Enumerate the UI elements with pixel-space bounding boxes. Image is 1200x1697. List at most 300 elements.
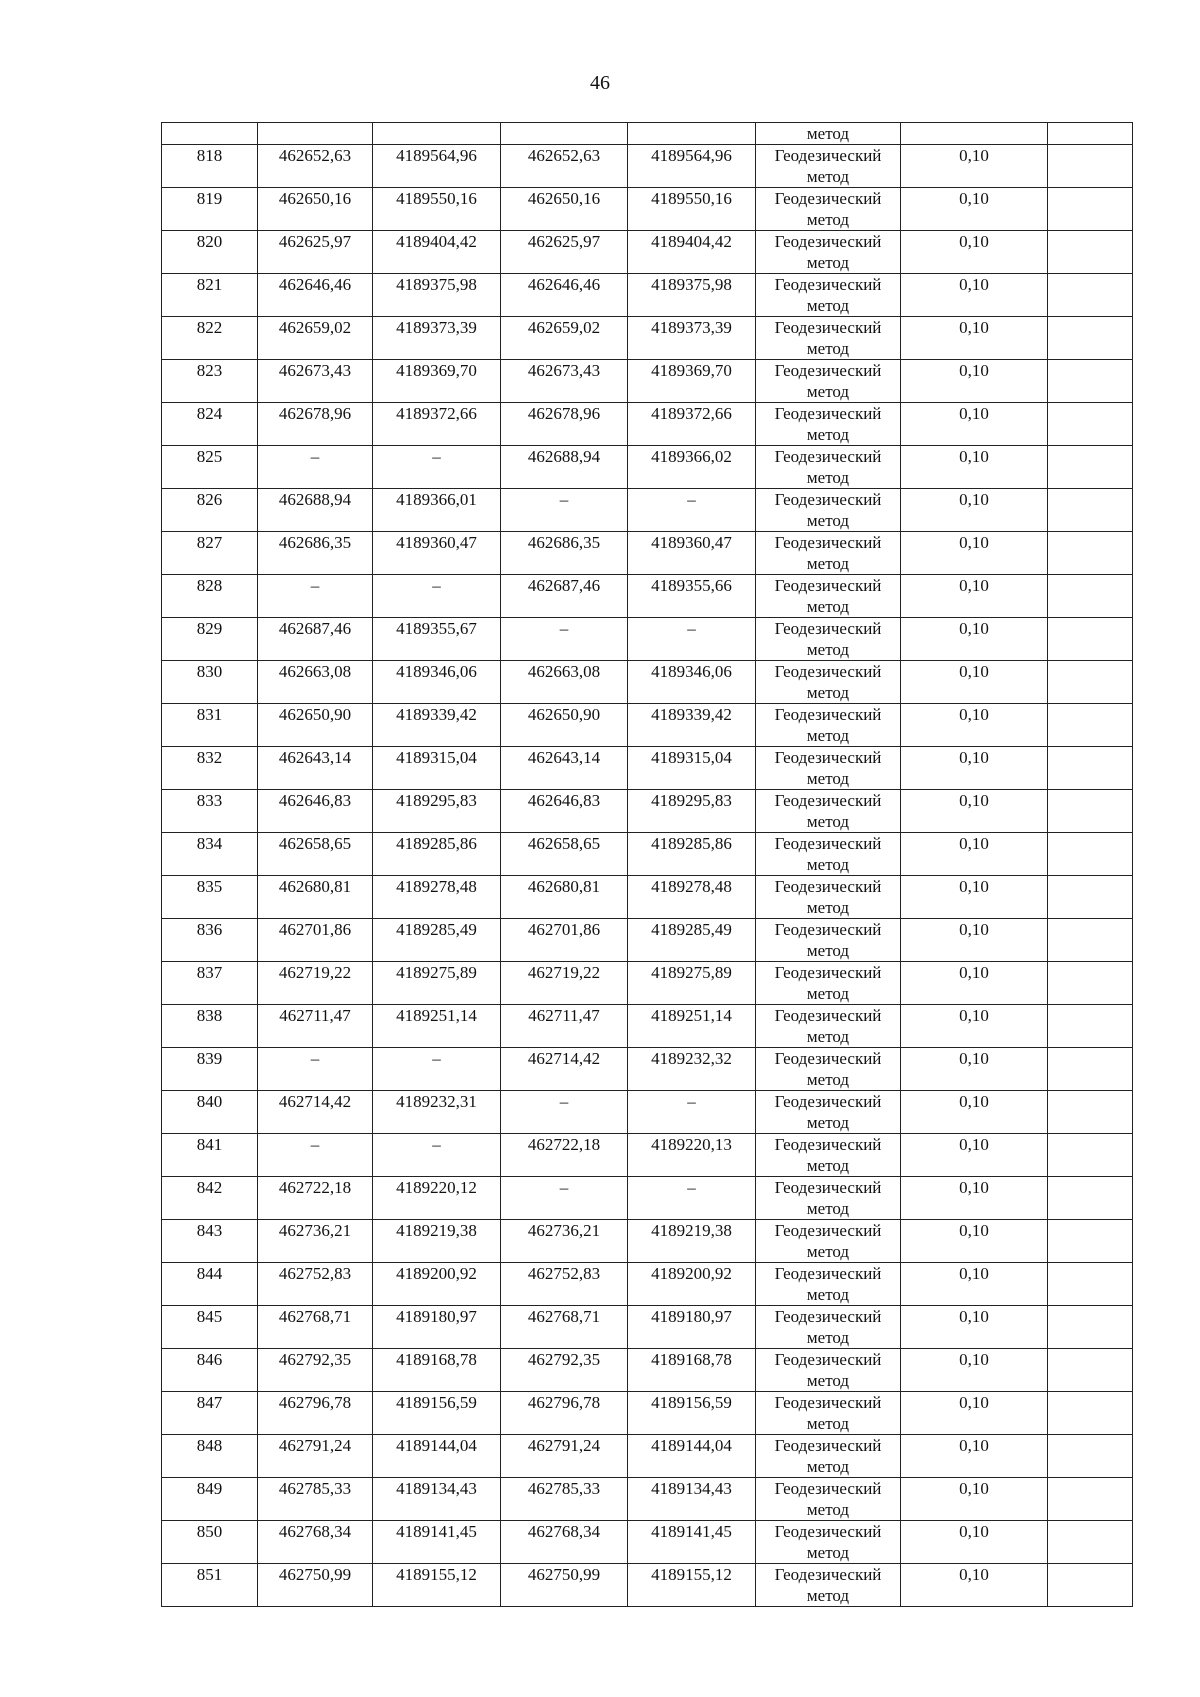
method-line-1: Геодезический (774, 490, 882, 509)
cell-existing-x: 462791,24 (258, 1435, 373, 1478)
cell-method (756, 1220, 901, 1263)
cell-existing-y: 4189295,83 (373, 790, 501, 833)
table-row (162, 790, 1133, 833)
cell-method (756, 1435, 901, 1478)
cell-method (756, 1306, 901, 1349)
cell-refined-y: 4189285,49 (628, 919, 756, 962)
cell-refined-y: 4189550,16 (628, 188, 756, 231)
cell-existing-x: 462646,83 (258, 790, 373, 833)
cell-existing-y: 4189564,96 (373, 145, 501, 188)
cell-method (756, 1177, 901, 1220)
cell-empty (1048, 618, 1133, 661)
cell-method (756, 919, 901, 962)
cell-refined-y: 4189346,06 (628, 661, 756, 704)
cell-existing-y: 4189372,66 (373, 403, 501, 446)
cell-existing-x: – (258, 575, 373, 618)
cell-refined-x: 462768,71 (501, 1306, 628, 1349)
cell-empty (373, 123, 501, 145)
table-row (162, 1306, 1133, 1349)
cell-existing-x: 462643,14 (258, 747, 373, 790)
cell-existing-y: 4189373,39 (373, 317, 501, 360)
cell-existing-y: 4189219,38 (373, 1220, 501, 1263)
cell-refined-x: 462663,08 (501, 661, 628, 704)
method-line-2: метод (806, 1242, 850, 1261)
method-line-2: метод (806, 1027, 850, 1046)
cell-existing-y: 4189360,47 (373, 532, 501, 575)
cell-refined-x: 462791,24 (501, 1435, 628, 1478)
cell-refined-y: 4189369,70 (628, 360, 756, 403)
cell-accuracy: 0,10 (901, 532, 1048, 575)
cell-empty (1048, 274, 1133, 317)
cell-refined-x: 462686,35 (501, 532, 628, 575)
cell-existing-y: 4189339,42 (373, 704, 501, 747)
cell-accuracy: 0,10 (901, 1005, 1048, 1048)
method-line-1: Геодезический (774, 1092, 882, 1111)
cell-existing-y: 4189220,12 (373, 1177, 501, 1220)
cell-method (756, 1392, 901, 1435)
cell-accuracy: 0,10 (901, 446, 1048, 489)
cell-accuracy: 0,10 (901, 1478, 1048, 1521)
cell-refined-y: 4189232,32 (628, 1048, 756, 1091)
cell-accuracy: 0,10 (901, 360, 1048, 403)
cell-empty (1048, 446, 1133, 489)
cell-existing-x: 462625,97 (258, 231, 373, 274)
cell-refined-x: 462659,02 (501, 317, 628, 360)
cell-point-number: 837 (162, 962, 258, 1005)
cell-refined-x: 462652,63 (501, 145, 628, 188)
cell-existing-x: 462752,83 (258, 1263, 373, 1306)
method-line-2: метод (806, 1113, 850, 1132)
cell-existing-x: 462714,42 (258, 1091, 373, 1134)
cell-existing-y: 4189355,67 (373, 618, 501, 661)
cell-refined-x: 462643,14 (501, 747, 628, 790)
cell-existing-x: 462796,78 (258, 1392, 373, 1435)
cell-existing-x: 462646,46 (258, 274, 373, 317)
table-row (162, 618, 1133, 661)
method-line-1: Геодезический (774, 1522, 882, 1541)
cell-accuracy: 0,10 (901, 231, 1048, 274)
cell-refined-x: 462650,16 (501, 188, 628, 231)
method-line-2: метод (806, 382, 850, 401)
table-row (162, 1005, 1133, 1048)
cell-existing-y: 4189155,12 (373, 1564, 501, 1607)
cell-refined-y: 4189372,66 (628, 403, 756, 446)
table-row (162, 1564, 1133, 1607)
cell-method (756, 1005, 901, 1048)
cell-point-number: 843 (162, 1220, 258, 1263)
cell-existing-x: 462658,65 (258, 833, 373, 876)
cell-point-number: 838 (162, 1005, 258, 1048)
cell-existing-x: 462663,08 (258, 661, 373, 704)
cell-method (756, 403, 901, 446)
cell-refined-x: – (501, 618, 628, 661)
cell-method (756, 661, 901, 704)
cell-accuracy: 0,10 (901, 274, 1048, 317)
cell-method (756, 1048, 901, 1091)
cell-existing-x: 462711,47 (258, 1005, 373, 1048)
cell-refined-y: 4189285,86 (628, 833, 756, 876)
cell-existing-x: 462650,90 (258, 704, 373, 747)
method-line-2: метод (806, 554, 850, 573)
cell-refined-x: 462646,83 (501, 790, 628, 833)
cell-method (756, 618, 901, 661)
cell-refined-y: – (628, 489, 756, 532)
cell-existing-y: 4189141,45 (373, 1521, 501, 1564)
cell-empty (1048, 145, 1133, 188)
method-line-1: Геодезический (774, 920, 882, 939)
method-line-2: метод (806, 1543, 850, 1562)
cell-refined-x: 462646,46 (501, 274, 628, 317)
cell-method (756, 317, 901, 360)
method-line-1: Геодезический (774, 1393, 882, 1412)
cell-accuracy: 0,10 (901, 1435, 1048, 1478)
cell-refined-x: 462687,46 (501, 575, 628, 618)
table-row (162, 532, 1133, 575)
method-line-1: Геодезический (774, 877, 882, 896)
cell-existing-x: 462688,94 (258, 489, 373, 532)
method-line-2: метод (806, 941, 850, 960)
cell-empty (1048, 489, 1133, 532)
method-line-1: Геодезический (774, 1436, 882, 1455)
cell-accuracy: 0,10 (901, 1220, 1048, 1263)
table-row (162, 274, 1133, 317)
cell-accuracy: 0,10 (901, 403, 1048, 446)
cell-refined-y: 4189141,45 (628, 1521, 756, 1564)
cell-refined-y: 4189155,12 (628, 1564, 756, 1607)
method-line-2: метод (806, 1156, 850, 1175)
cell-method (756, 876, 901, 919)
cell-point-number: 828 (162, 575, 258, 618)
cell-refined-x: 462714,42 (501, 1048, 628, 1091)
cell-existing-x: 462785,33 (258, 1478, 373, 1521)
cell-empty (628, 123, 756, 145)
cell-existing-y: 4189285,86 (373, 833, 501, 876)
cell-refined-y: 4189156,59 (628, 1392, 756, 1435)
method-line-1: Геодезический (774, 705, 882, 724)
cell-accuracy: 0,10 (901, 919, 1048, 962)
cell-refined-y: 4189168,78 (628, 1349, 756, 1392)
cell-empty (1048, 1306, 1133, 1349)
cell-accuracy: 0,10 (901, 661, 1048, 704)
cell-point-number: 824 (162, 403, 258, 446)
method-line-1: Геодезический (774, 619, 882, 638)
method-line-2: метод (806, 1285, 850, 1304)
method-line-2: метод (806, 167, 850, 186)
cell-existing-y: 4189369,70 (373, 360, 501, 403)
cell-empty (1048, 919, 1133, 962)
table-row (162, 1263, 1133, 1306)
method-line-2: метод (806, 296, 850, 315)
cell-refined-y: – (628, 618, 756, 661)
cell-point-number: 842 (162, 1177, 258, 1220)
cell-point-number: 829 (162, 618, 258, 661)
cell-refined-x: 462701,86 (501, 919, 628, 962)
cell-point-number: 835 (162, 876, 258, 919)
cell-accuracy: 0,10 (901, 962, 1048, 1005)
cell-method (756, 704, 901, 747)
cell-refined-y: 4189339,42 (628, 704, 756, 747)
method-line-1: Геодезический (774, 1565, 882, 1584)
cell-method-continued: метод (756, 123, 901, 145)
cell-existing-y: 4189180,97 (373, 1306, 501, 1349)
method-line-2: метод (806, 253, 850, 272)
method-line-1: Геодезический (774, 1135, 882, 1154)
cell-accuracy: 0,10 (901, 1349, 1048, 1392)
method-line-2: метод (806, 1500, 850, 1519)
table-body (162, 123, 1133, 1607)
cell-method (756, 188, 901, 231)
method-line-2: метод (806, 683, 850, 702)
cell-refined-y: 4189220,13 (628, 1134, 756, 1177)
method-line-2: метод (806, 726, 850, 745)
table-row (162, 1091, 1133, 1134)
cell-existing-y: – (373, 446, 501, 489)
cell-accuracy: 0,10 (901, 704, 1048, 747)
method-line-1: Геодезический (774, 576, 882, 595)
method-line-2: метод (806, 812, 850, 831)
cell-empty (1048, 1220, 1133, 1263)
cell-existing-y: – (373, 1134, 501, 1177)
cell-refined-x: 462678,96 (501, 403, 628, 446)
method-line-2: метод (806, 1199, 850, 1218)
cell-existing-y: 4189232,31 (373, 1091, 501, 1134)
cell-empty (258, 123, 373, 145)
method-line-1: Геодезический (774, 146, 882, 165)
cell-point-number: 833 (162, 790, 258, 833)
cell-empty (1048, 123, 1133, 145)
cell-refined-y: – (628, 1177, 756, 1220)
cell-empty (1048, 876, 1133, 919)
cell-empty (1048, 1521, 1133, 1564)
cell-refined-y: 4189278,48 (628, 876, 756, 919)
cell-refined-y: 4189200,92 (628, 1263, 756, 1306)
cell-method (756, 1134, 901, 1177)
cell-refined-x: 462711,47 (501, 1005, 628, 1048)
cell-existing-y: 4189251,14 (373, 1005, 501, 1048)
cell-point-number: 839 (162, 1048, 258, 1091)
method-line-1: Геодезический (774, 1178, 882, 1197)
cell-empty (1048, 747, 1133, 790)
table-row (162, 1349, 1133, 1392)
cell-refined-x: 462752,83 (501, 1263, 628, 1306)
cell-existing-x: 462701,86 (258, 919, 373, 962)
cell-refined-x: – (501, 1091, 628, 1134)
cell-existing-y: 4189134,43 (373, 1478, 501, 1521)
cell-refined-y: 4189315,04 (628, 747, 756, 790)
cell-empty (1048, 1392, 1133, 1435)
cell-accuracy: 0,10 (901, 489, 1048, 532)
cell-existing-x: 462768,71 (258, 1306, 373, 1349)
method-line-2: метод (806, 1070, 850, 1089)
cell-existing-y: 4189200,92 (373, 1263, 501, 1306)
table-row (162, 876, 1133, 919)
cell-point-number: 851 (162, 1564, 258, 1607)
cell-existing-x: 462673,43 (258, 360, 373, 403)
cell-empty (1048, 403, 1133, 446)
cell-method (756, 489, 901, 532)
cell-method (756, 1263, 901, 1306)
method-line-1: Геодезический (774, 189, 882, 208)
coordinates-table (161, 122, 1133, 1607)
cell-existing-x: – (258, 1048, 373, 1091)
method-line-2: метод (806, 1371, 850, 1390)
cell-accuracy: 0,10 (901, 1048, 1048, 1091)
cell-refined-x: 462736,21 (501, 1220, 628, 1263)
cell-point-number: 841 (162, 1134, 258, 1177)
cell-refined-y: 4189295,83 (628, 790, 756, 833)
cell-refined-y: – (628, 1091, 756, 1134)
cell-refined-x: 462625,97 (501, 231, 628, 274)
table-row (162, 962, 1133, 1005)
cell-refined-x: 462680,81 (501, 876, 628, 919)
cell-existing-x: 462736,21 (258, 1220, 373, 1263)
table-row (162, 661, 1133, 704)
method-line-2: метод (806, 425, 850, 444)
cell-point-number: 820 (162, 231, 258, 274)
cell-existing-y: 4189156,59 (373, 1392, 501, 1435)
method-line-2: метод (806, 339, 850, 358)
method-line-2: метод (806, 898, 850, 917)
method-line-1: Геодезический (774, 361, 882, 380)
method-line-1: Геодезический (774, 533, 882, 552)
cell-method (756, 747, 901, 790)
continuation-row (162, 123, 1133, 145)
cell-accuracy: 0,10 (901, 747, 1048, 790)
cell-existing-x: 462750,99 (258, 1564, 373, 1607)
cell-refined-y: 4189404,42 (628, 231, 756, 274)
cell-existing-y: 4189346,06 (373, 661, 501, 704)
cell-refined-y: 4189251,14 (628, 1005, 756, 1048)
table-row (162, 747, 1133, 790)
cell-method (756, 1564, 901, 1607)
cell-existing-y: 4189285,49 (373, 919, 501, 962)
method-line-1: Геодезический (774, 662, 882, 681)
cell-refined-y: 4189360,47 (628, 532, 756, 575)
method-line-1: Геодезический (774, 1221, 882, 1240)
cell-method (756, 360, 901, 403)
cell-refined-x: 462650,90 (501, 704, 628, 747)
cell-accuracy: 0,10 (901, 618, 1048, 661)
cell-accuracy: 0,10 (901, 145, 1048, 188)
cell-refined-y: 4189375,98 (628, 274, 756, 317)
cell-method (756, 1091, 901, 1134)
cell-refined-y: 4189355,66 (628, 575, 756, 618)
cell-existing-x: 462659,02 (258, 317, 373, 360)
table-row (162, 231, 1133, 274)
cell-method (756, 274, 901, 317)
table-row (162, 1478, 1133, 1521)
cell-refined-y: 4189219,38 (628, 1220, 756, 1263)
cell-empty (501, 123, 628, 145)
cell-point-number: 845 (162, 1306, 258, 1349)
cell-existing-x: 462722,18 (258, 1177, 373, 1220)
cell-empty (1048, 704, 1133, 747)
cell-empty (162, 123, 258, 145)
cell-point-number: 822 (162, 317, 258, 360)
table-row (162, 833, 1133, 876)
cell-existing-y: 4189404,42 (373, 231, 501, 274)
cell-method (756, 575, 901, 618)
cell-point-number: 840 (162, 1091, 258, 1134)
method-line-2: метод (806, 1328, 850, 1347)
cell-existing-y: 4189315,04 (373, 747, 501, 790)
table-row (162, 1134, 1133, 1177)
cell-empty (1048, 1005, 1133, 1048)
cell-existing-x: – (258, 446, 373, 489)
cell-point-number: 850 (162, 1521, 258, 1564)
cell-refined-y: 4189373,39 (628, 317, 756, 360)
cell-point-number: 830 (162, 661, 258, 704)
cell-existing-x: 462719,22 (258, 962, 373, 1005)
cell-point-number: 826 (162, 489, 258, 532)
method-line-1: Геодезический (774, 1049, 882, 1068)
cell-existing-x: – (258, 1134, 373, 1177)
cell-refined-y: 4189180,97 (628, 1306, 756, 1349)
cell-empty (1048, 1349, 1133, 1392)
cell-point-number: 825 (162, 446, 258, 489)
method-line-2: метод (806, 1414, 850, 1433)
cell-point-number: 848 (162, 1435, 258, 1478)
cell-refined-y: 4189275,89 (628, 962, 756, 1005)
cell-empty (1048, 661, 1133, 704)
table-row (162, 919, 1133, 962)
cell-method (756, 231, 901, 274)
cell-refined-x: 462673,43 (501, 360, 628, 403)
cell-existing-y: 4189168,78 (373, 1349, 501, 1392)
cell-empty (1048, 532, 1133, 575)
cell-accuracy: 0,10 (901, 1392, 1048, 1435)
cell-accuracy: 0,10 (901, 876, 1048, 919)
cell-existing-y: – (373, 1048, 501, 1091)
table-row (162, 1177, 1133, 1220)
cell-accuracy: 0,10 (901, 1134, 1048, 1177)
cell-empty (1048, 1091, 1133, 1134)
method-line-1: Геодезический (774, 963, 882, 982)
cell-empty (1048, 790, 1133, 833)
table-row (162, 1521, 1133, 1564)
cell-empty (1048, 317, 1133, 360)
cell-refined-y: 4189144,04 (628, 1435, 756, 1478)
cell-existing-y: 4189375,98 (373, 274, 501, 317)
method-line-2: метод (806, 468, 850, 487)
method-line-1: Геодезический (774, 748, 882, 767)
cell-point-number: 827 (162, 532, 258, 575)
cell-point-number: 821 (162, 274, 258, 317)
cell-refined-x: 462768,34 (501, 1521, 628, 1564)
table-row (162, 1435, 1133, 1478)
method-line-2: метод (806, 1586, 850, 1605)
cell-empty (1048, 188, 1133, 231)
cell-refined-x: – (501, 1177, 628, 1220)
cell-refined-x: 462722,18 (501, 1134, 628, 1177)
cell-point-number: 823 (162, 360, 258, 403)
cell-existing-x: 462678,96 (258, 403, 373, 446)
cell-refined-y: 4189564,96 (628, 145, 756, 188)
cell-empty (1048, 1134, 1133, 1177)
method-line-2: метод (806, 511, 850, 530)
cell-existing-x: 462650,16 (258, 188, 373, 231)
cell-method (756, 962, 901, 1005)
cell-empty (1048, 360, 1133, 403)
method-line-1: Геодезический (774, 404, 882, 423)
cell-point-number: 844 (162, 1263, 258, 1306)
cell-refined-x: 462688,94 (501, 446, 628, 489)
cell-accuracy: 0,10 (901, 575, 1048, 618)
table-row (162, 1392, 1133, 1435)
method-line-2: метод (806, 640, 850, 659)
method-line-1: Геодезический (774, 1350, 882, 1369)
cell-method (756, 145, 901, 188)
